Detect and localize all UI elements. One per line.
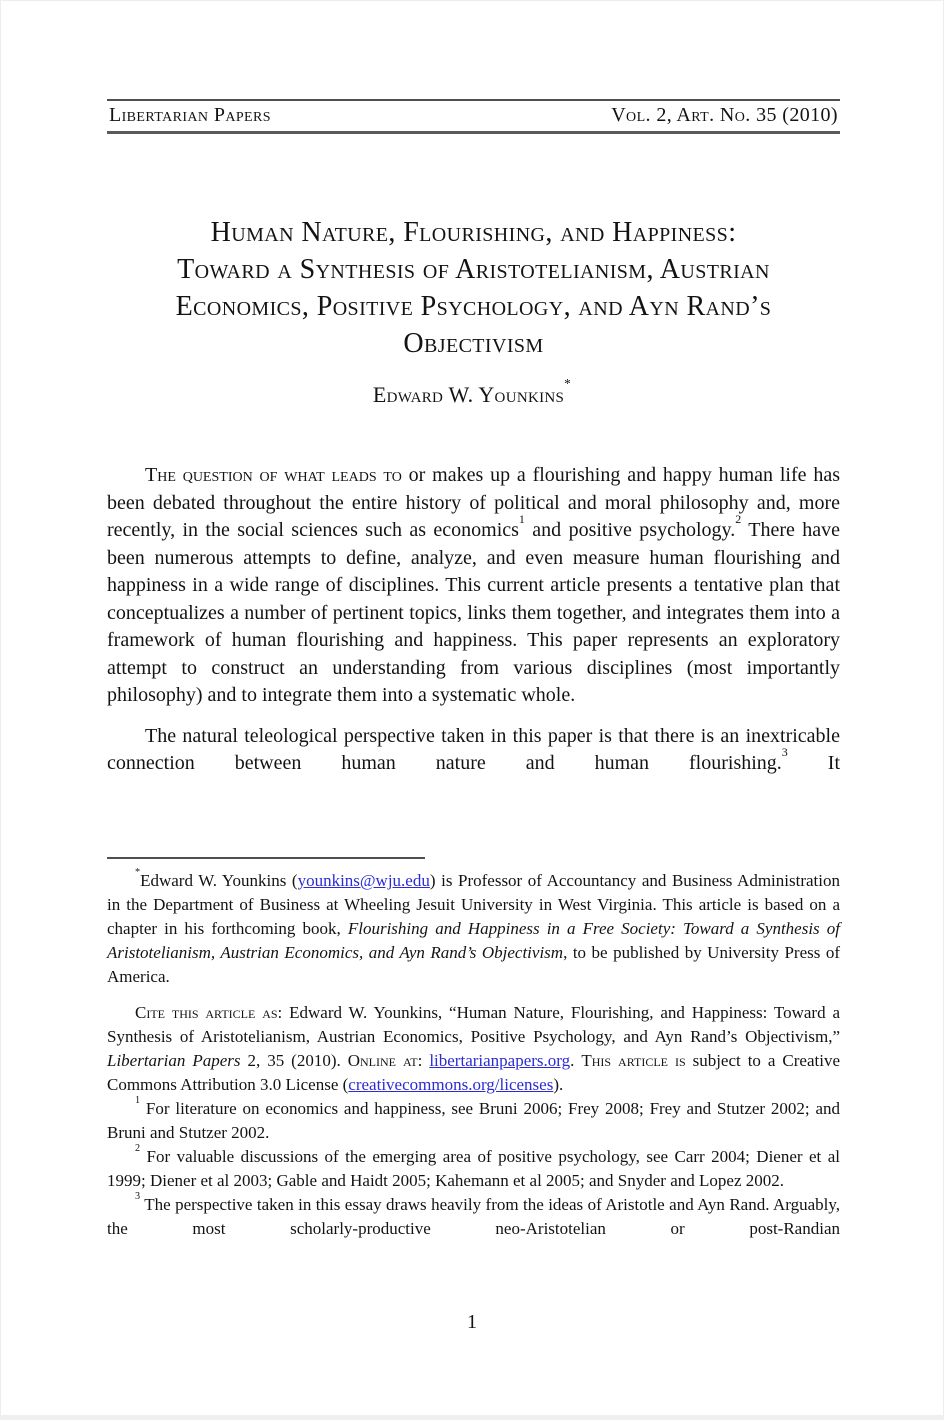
footnote-3-marker: 3 <box>135 1190 141 1202</box>
email-link[interactable]: younkins@wju.edu <box>297 871 430 890</box>
book-title: Flourishing and Happiness in a Free Society: Toward a Synthesis of Aristotelianism, Austrian Economics, and Ayn Rand’s Objectivism <box>107 919 840 962</box>
author-footnote-text-a: Edward W. Younkins ( <box>140 871 298 890</box>
footnote-1-text: For literature on economics and happiness, see Bruni 2006; Frey 2008; Frey and Stutzer 2002; and Bruni and Stutzer 2002. <box>107 1099 840 1142</box>
paragraph-1 <box>107 462 840 710</box>
article-body <box>107 462 840 778</box>
footnote-separator-rule <box>107 857 425 859</box>
footnote-1 <box>107 1094 840 1145</box>
citation-note <box>107 1001 840 1097</box>
citation-text-a: Edward W. Younkins, “Human Nature, Flourishing, and Happiness: Toward a Synthesis of Aristotelianism, Austrian Economics, Positive Psychology, and Ayn Rand’s Objectivism,” <box>107 1003 840 1046</box>
footnote-2-marker: 2 <box>135 1142 141 1154</box>
paragraph-1-text-b: and positive psychology. <box>524 519 736 541</box>
title-line-1: Human Nature, Flourishing, and Happiness: <box>210 217 737 248</box>
footnote-ref-1: 1 <box>518 511 525 526</box>
online-at-lead: Online at: <box>347 1051 430 1070</box>
journal-name: Libertarian Papers <box>109 104 271 126</box>
this-article-lead: This article is <box>581 1051 686 1070</box>
author-footnote-text-b: ) is Professor of Accountancy and Business Administration in the Department of Business at Wheeling Jesuit University in West Virginia. This article is based on a chapter in his forthcoming book, <box>107 871 840 938</box>
title-line-3: Economics, Positive Psychology, and Ayn Rand’s <box>175 291 772 322</box>
title-line-4: Objectivism <box>403 328 544 359</box>
citation-text-b: 2, 35 (2010). <box>240 1051 348 1070</box>
author-footnote-text-c: , to be published by University Press of America. <box>107 943 841 986</box>
author-name: Edward W. Younkins <box>372 382 565 407</box>
page-number: 1 <box>467 1311 477 1333</box>
cite-lead: Cite this article as: <box>135 1003 283 1022</box>
paragraph-2-text-a: The natural teleological perspective taken in this paper is that there is an inextricable connection between human nature and human flourishing. <box>107 724 840 774</box>
author-line <box>0 375 944 408</box>
footnote-ref-3: 3 <box>781 744 788 759</box>
paragraph-1-text-c: There have been numerous attempts to define, analyze, and even measure human flourishing and happiness in a wide range of disciplines. This current article presents a tentative plan that conceptualizes a number of pertinent topics, links them together, and integrates them into a framework of human flourishing and happiness. This paper represents an exploratory attempt to construct an understanding from various disciplines (most importantly philosophy) and to integrate them into a systematic whole. <box>107 519 840 706</box>
paragraph-2-text-b: It <box>787 752 841 774</box>
footnote-2-text: For valuable discussions of the emerging area of positive psychology, see Carr 2004; Diener et al 1999; Diener et al 2003; Gable and Haidt 2005; Kahemann et al 2005; and Snyder and Lopez 2002. <box>107 1147 840 1190</box>
lead-in-phrase: The question of what leads to <box>145 464 402 486</box>
citation-text-e: ). <box>553 1075 564 1094</box>
article-title <box>107 214 840 362</box>
page-bottom-edge <box>0 1415 944 1420</box>
footnote-2 <box>107 1142 840 1193</box>
issue-info: Vol. 2, Art. No. 35 (2010) <box>611 104 838 126</box>
paragraph-2 <box>107 723 840 778</box>
paragraph-1-text-a: or makes up a flourishing and happy human life has been debated throughout the entire history of political and moral philosophy and, more recently, in the social sciences such as economics <box>107 464 840 541</box>
author-footnote <box>107 866 841 989</box>
footnote-3-text: The perspective taken in this essay draws heavily from the ideas of Aristotle and Ayn Rand. Arguably, the most scholarly-productive neo-Aristotelian or post-Randian <box>107 1195 840 1238</box>
author-footnote-marker: * <box>135 866 141 878</box>
footnote-1-marker: 1 <box>135 1094 141 1106</box>
footnote-ref-2: 2 <box>735 511 742 526</box>
footnotes-section <box>107 866 841 1241</box>
journal-name-italic: Libertarian Papers <box>107 1051 241 1070</box>
citation-text-c: . <box>570 1051 582 1070</box>
footnote-3 <box>107 1190 840 1241</box>
license-link[interactable]: creativecommons.org/licenses <box>348 1075 554 1094</box>
title-line-2: Toward a Synthesis of Aristotelianism, Austrian <box>177 254 770 285</box>
citation-text-d: subject to a Creative Commons Attribution 3.0 License ( <box>107 1051 840 1094</box>
running-head <box>107 99 840 134</box>
journal-site-link[interactable]: libertarianpapers.org <box>429 1051 571 1070</box>
author-note-marker: * <box>564 375 572 391</box>
